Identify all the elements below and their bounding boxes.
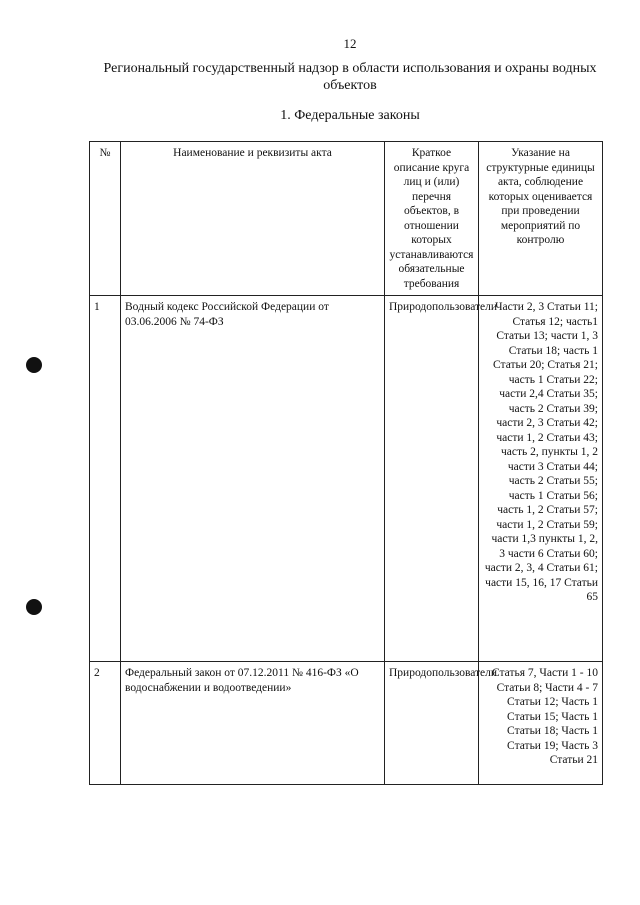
punch-hole-icon [26,599,42,615]
persons-description: Природопользователи [385,296,479,662]
section-title: 1. Федеральные законы [280,108,420,123]
header-persons-description: Краткое описание круга лиц и (или) перечня объектов, в отношении которых устанавливаются обязательные требования [385,142,479,296]
header-structural-units: Указание на структурные единицы акта, соблюдение которых оценивается при проведении мероприятий по контролю [479,142,603,296]
punch-hole-icon [26,357,42,373]
header-act-name: Наименование и реквизиты акта [121,142,385,296]
federal-laws-table [89,141,603,785]
table-row [90,662,603,785]
persons-description: Природопользователи [385,662,479,785]
row-number: 2 [90,662,121,785]
header-number: № [90,142,121,296]
act-name: Водный кодекс Российской Федерации от 03.06.2006 № 74-ФЗ [121,296,385,662]
table-row [90,296,603,662]
table-header-row [90,142,603,296]
structural-units: Части 2, 3 Статьи 11; Статья 12; часть1 Статьи 13; части 1, 3 Статьи 18; часть 1 Статьи 20; Статья 21; часть 1 Статьи 22; части 2,4 Статьи 35; часть 2 Статьи 39; части 2, 3 Статьи 42; части 1, 2 Статьи 43; часть 2, пункты 1, 2 части 3 Статьи 44; часть 2 Статьи 55; часть 1 Статьи 56; часть 1, 2 Статьи 57; части 1, 2 Статьи 59; части 1,3 пункты 1, 2, 3 части 6 Статьи 60; части 2, 3, 4 Статьи 61; части 15, 16, 17 Статьи 65 [479,296,603,662]
structural-units: Статья 7, Части 1 - 10 Статьи 8; Части 4 - 7 Статьи 12; Часть 1 Статьи 15; Часть 1 Статьи 18; Часть 1 Статьи 19; Часть 3 Статьи 21 [479,662,603,785]
act-name: Федеральный закон от 07.12.2011 № 416-ФЗ «О водоснабжении и водоотведении» [121,662,385,785]
row-number: 1 [90,296,121,662]
document-heading: Региональный государственный надзор в области использования и охраны водных объектов [103,61,597,93]
page-number: 12 [343,36,357,51]
